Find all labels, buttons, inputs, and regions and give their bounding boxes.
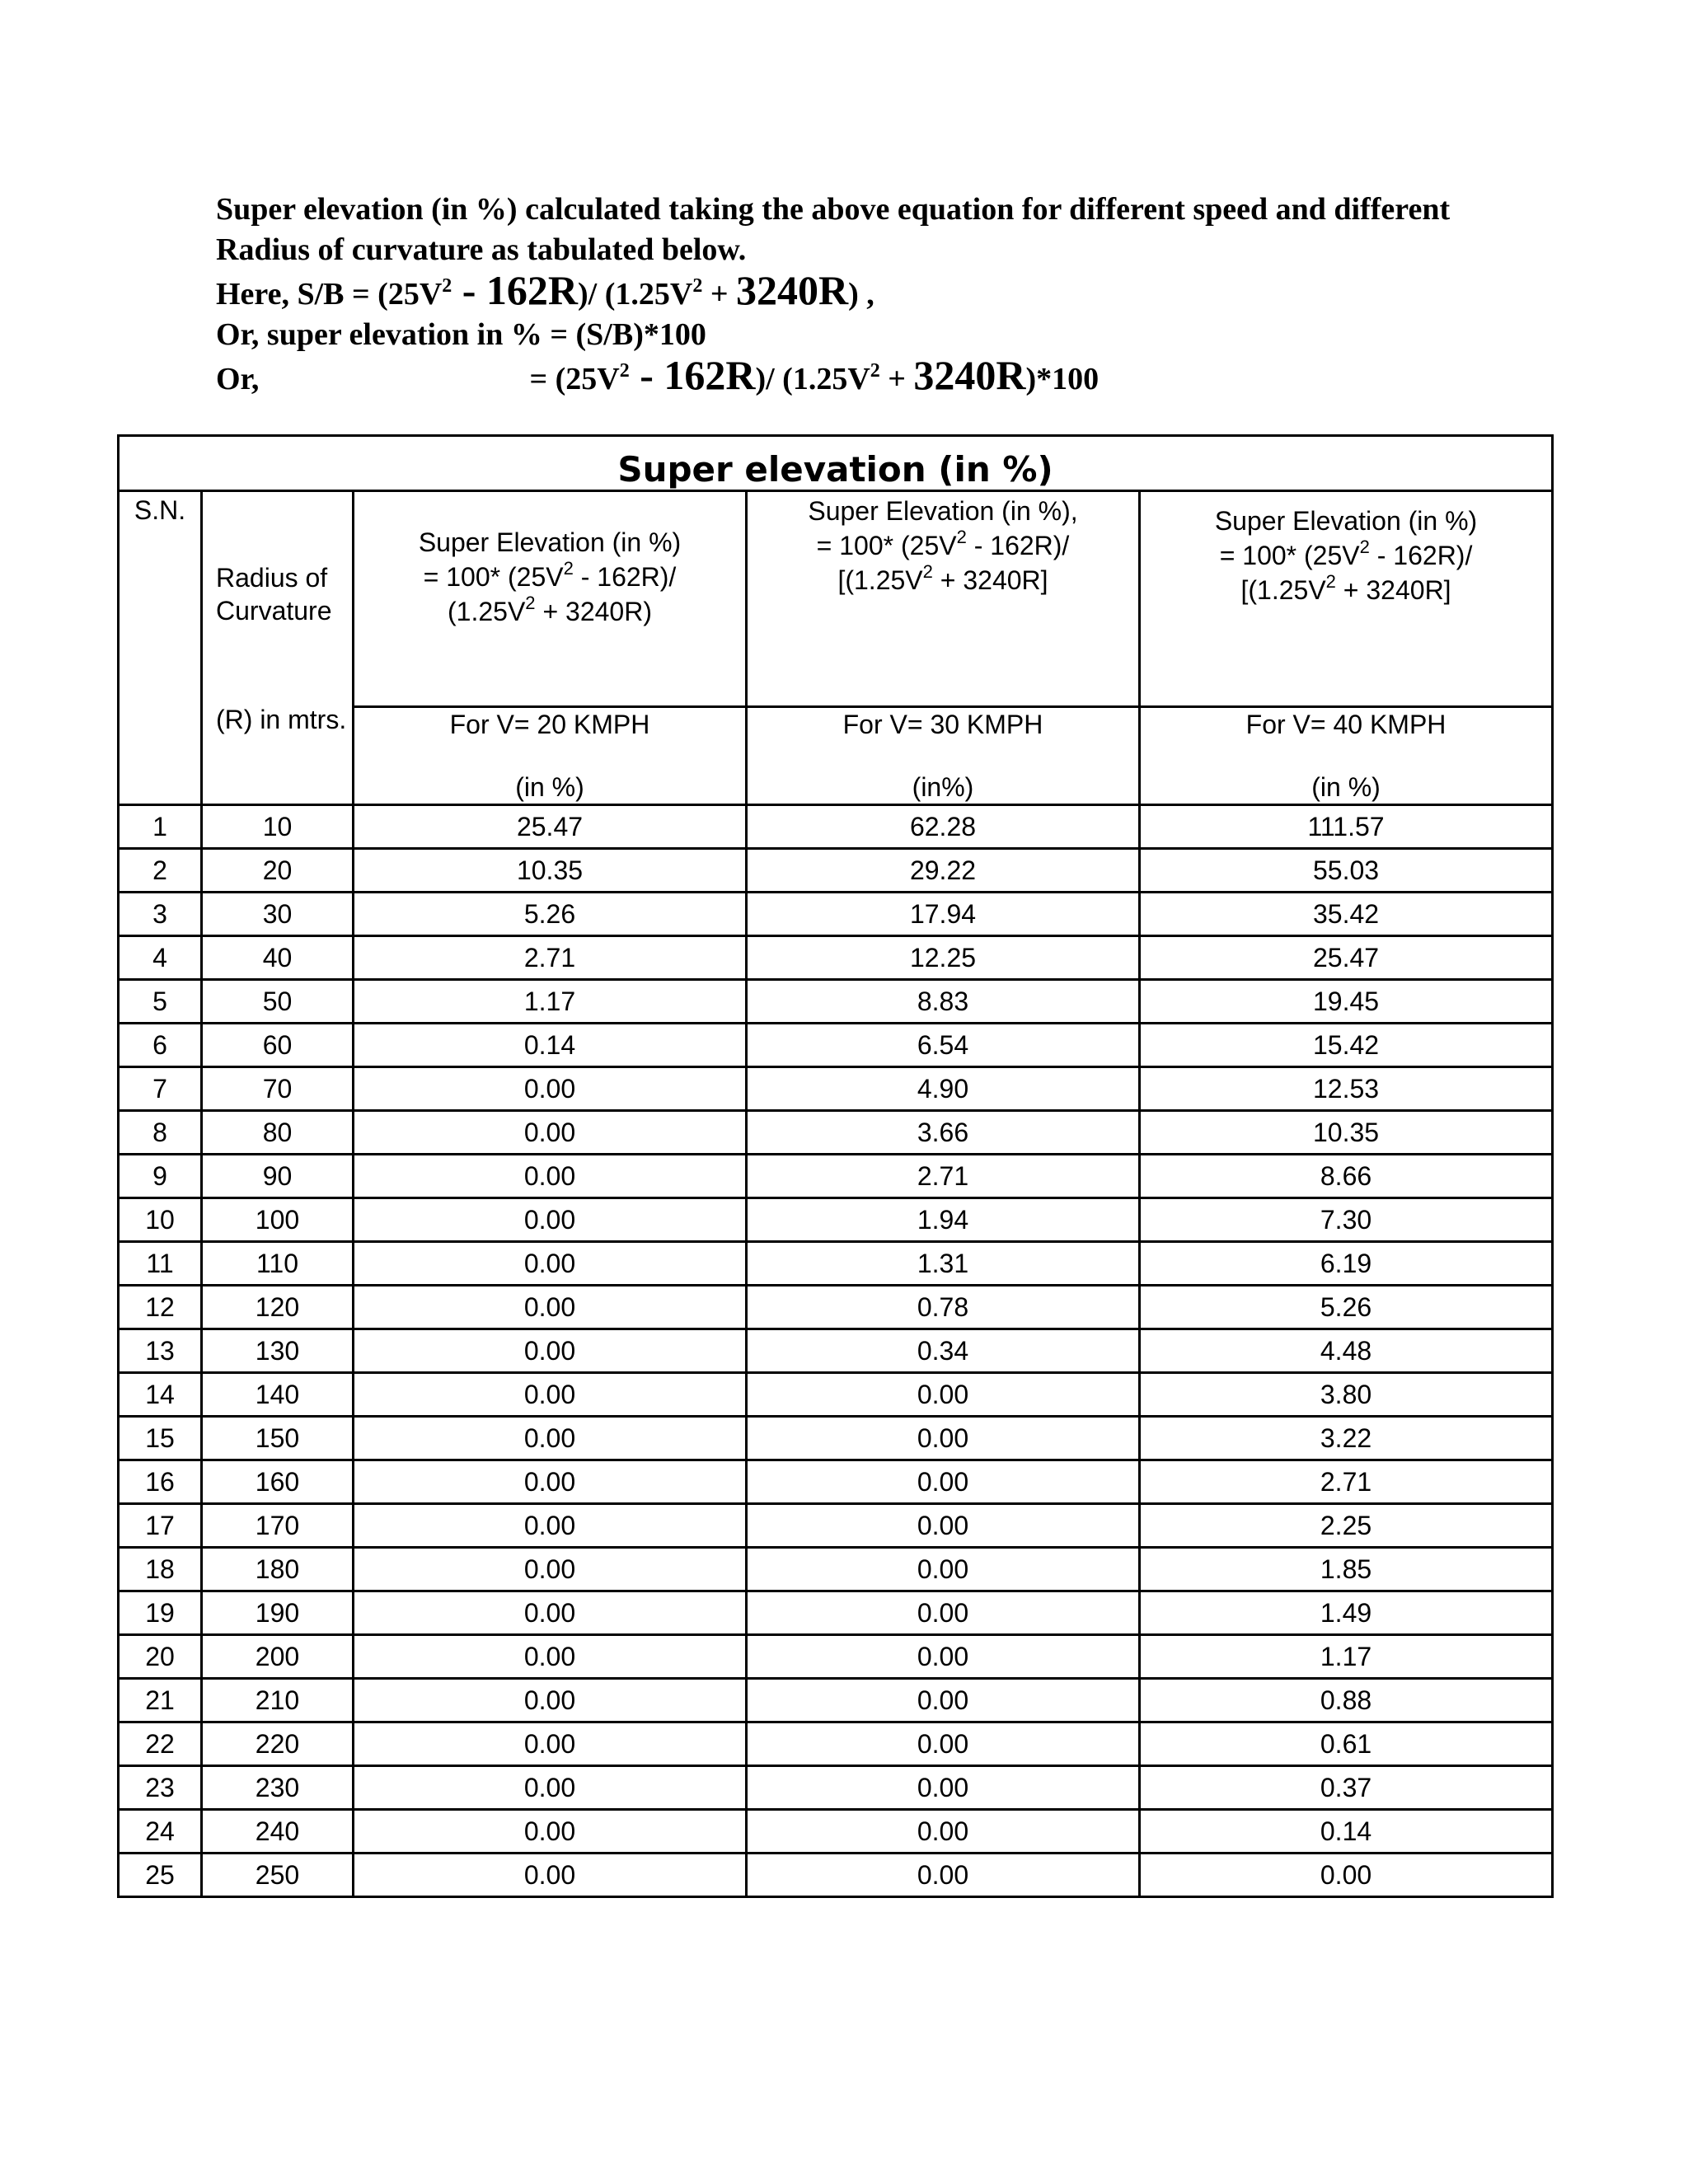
cell-v30: 0.78 (747, 1286, 1140, 1329)
formula-exponent: 2 (1325, 571, 1336, 592)
speed-label: For V= 30 KMPH (842, 710, 1043, 739)
formula-term: - 162R)/ (573, 562, 677, 592)
eq-exponent: 2 (619, 360, 630, 382)
radius-header-label: Radius of Curvature (216, 563, 332, 626)
cell-sn: 7 (119, 1067, 202, 1111)
eq-prefix: Or, (216, 362, 260, 396)
eq-exponent: 2 (870, 360, 880, 382)
intro-equation-percent (216, 352, 1568, 400)
cell-v30: 0.00 (747, 1504, 1140, 1548)
cell-v20: 0.00 (354, 1504, 747, 1548)
cell-radius: 100 (202, 1198, 354, 1242)
formula-term: = 100* (25V (1219, 541, 1360, 570)
table-row (119, 1460, 1553, 1504)
formula-term: - 162R)/ (1369, 541, 1473, 570)
cell-v20: 0.00 (354, 1635, 747, 1679)
formula-line: Super Elevation (in %) (1214, 506, 1478, 536)
speed-header-30 (747, 707, 1140, 805)
cell-v40: 0.00 (1140, 1854, 1553, 1897)
cell-v30: 0.00 (747, 1460, 1140, 1504)
cell-v40: 19.45 (1140, 980, 1553, 1024)
cell-radius: 190 (202, 1591, 354, 1635)
table-row (119, 1242, 1553, 1286)
cell-radius: 60 (202, 1024, 354, 1067)
intro-text (216, 190, 1568, 400)
formula-line (354, 594, 745, 629)
eq-term: )/ (1.25V (755, 362, 870, 396)
formula-header-20 (354, 491, 747, 707)
cell-v30: 0.34 (747, 1329, 1140, 1373)
sn-header: S.N. (119, 491, 202, 805)
cell-v20: 0.00 (354, 1198, 747, 1242)
formula-term: [(1.25V (837, 565, 923, 595)
formula-header-30 (747, 491, 1140, 707)
cell-v30: 0.00 (747, 1810, 1140, 1854)
table-row (119, 1548, 1553, 1591)
table-row (119, 1722, 1553, 1766)
table-row (119, 849, 1553, 893)
table-title: Super elevation (in %) (119, 436, 1553, 491)
table-row (119, 1198, 1553, 1242)
cell-sn: 18 (119, 1548, 202, 1591)
cell-radius: 40 (202, 936, 354, 980)
cell-v40: 3.80 (1140, 1373, 1553, 1417)
table-row (119, 1766, 1553, 1810)
table-row (119, 1854, 1553, 1897)
cell-v20: 10.35 (354, 849, 747, 893)
cell-v40: 2.25 (1140, 1504, 1553, 1548)
radius-header-unit: (R) in mtrs. (216, 705, 347, 734)
cell-v30: 3.66 (747, 1111, 1140, 1155)
formula-exponent: 2 (525, 593, 536, 613)
cell-sn: 3 (119, 893, 202, 936)
cell-radius: 240 (202, 1810, 354, 1854)
cell-v20: 0.00 (354, 1810, 747, 1854)
table-row (119, 936, 1553, 980)
formula-term: (1.25V (448, 597, 526, 626)
cell-radius: 230 (202, 1766, 354, 1810)
cell-radius: 160 (202, 1460, 354, 1504)
cell-radius: 50 (202, 980, 354, 1024)
cell-radius: 200 (202, 1635, 354, 1679)
cell-v40: 1.49 (1140, 1591, 1553, 1635)
cell-radius: 120 (202, 1286, 354, 1329)
cell-sn: 4 (119, 936, 202, 980)
speed-label: For V= 20 KMPH (449, 710, 650, 739)
cell-v30: 4.90 (747, 1067, 1140, 1111)
cell-radius: 110 (202, 1242, 354, 1286)
table-row (119, 1504, 1553, 1548)
eq-term: 3240R (913, 352, 1026, 398)
cell-radius: 70 (202, 1067, 354, 1111)
formula-line (748, 563, 1138, 598)
cell-sn: 5 (119, 980, 202, 1024)
cell-v40: 35.42 (1140, 893, 1553, 936)
cell-v30: 17.94 (747, 893, 1140, 936)
cell-radius: 30 (202, 893, 354, 936)
cell-radius: 170 (202, 1504, 354, 1548)
cell-v20: 0.00 (354, 1417, 747, 1460)
cell-v20: 0.14 (354, 1024, 747, 1067)
cell-v20: 0.00 (354, 1111, 747, 1155)
cell-v20: 0.00 (354, 1591, 747, 1635)
cell-radius: 20 (202, 849, 354, 893)
cell-sn: 1 (119, 805, 202, 849)
intro-line-4: Or, super elevation in % = (S/B)*100 (216, 317, 706, 352)
formula-line (1141, 538, 1551, 573)
cell-v40: 0.37 (1140, 1766, 1553, 1810)
cell-radius: 10 (202, 805, 354, 849)
formula-exponent: 2 (956, 527, 967, 547)
cell-radius: 210 (202, 1679, 354, 1722)
cell-sn: 13 (119, 1329, 202, 1373)
cell-v20: 0.00 (354, 1548, 747, 1591)
cell-v40: 0.61 (1140, 1722, 1553, 1766)
formula-header-40 (1140, 491, 1553, 707)
speed-header-20 (354, 707, 747, 805)
cell-sn: 23 (119, 1766, 202, 1810)
cell-sn: 9 (119, 1155, 202, 1198)
formula-term: + 3240R) (535, 597, 652, 626)
cell-v20: 0.00 (354, 1766, 747, 1810)
table-row (119, 980, 1553, 1024)
formula-exponent: 2 (922, 561, 933, 582)
cell-sn: 22 (119, 1722, 202, 1766)
table-body (119, 805, 1553, 1897)
cell-v30: 8.83 (747, 980, 1140, 1024)
cell-v40: 111.57 (1140, 805, 1553, 849)
cell-v40: 6.19 (1140, 1242, 1553, 1286)
table-row (119, 1024, 1553, 1067)
cell-v30: 62.28 (747, 805, 1140, 849)
table-row (119, 1635, 1553, 1679)
intro-equation-sb (216, 267, 1568, 315)
cell-radius: 250 (202, 1854, 354, 1897)
cell-v40: 2.71 (1140, 1460, 1553, 1504)
cell-sn: 14 (119, 1373, 202, 1417)
intro-line-1: Super elevation (in %) calculated taking the above equation for different speed and different (216, 192, 1451, 227)
formula-line (748, 528, 1138, 563)
cell-v30: 0.00 (747, 1766, 1140, 1810)
cell-radius: 140 (202, 1373, 354, 1417)
cell-v40: 1.85 (1140, 1548, 1553, 1591)
cell-v30: 0.00 (747, 1679, 1140, 1722)
cell-v40: 0.14 (1140, 1810, 1553, 1854)
speed-unit: (in%) (912, 772, 974, 802)
cell-v30: 12.25 (747, 936, 1140, 980)
cell-v40: 5.26 (1140, 1286, 1553, 1329)
cell-v30: 29.22 (747, 849, 1140, 893)
table-row (119, 1286, 1553, 1329)
radius-header (202, 491, 354, 805)
cell-v30: 0.00 (747, 1854, 1140, 1897)
table-row (119, 1155, 1553, 1198)
cell-v30: 1.94 (747, 1198, 1140, 1242)
speed-unit: (in %) (515, 772, 584, 802)
cell-v40: 12.53 (1140, 1067, 1553, 1111)
speed-label: For V= 40 KMPH (1245, 710, 1447, 739)
cell-sn: 19 (119, 1591, 202, 1635)
formula-term: - 162R)/ (966, 531, 1070, 560)
table-row (119, 805, 1553, 849)
formula-line (1141, 573, 1551, 607)
cell-v20: 5.26 (354, 893, 747, 936)
eq-term: + (879, 362, 914, 396)
cell-sn: 21 (119, 1679, 202, 1722)
speed-header-40 (1140, 707, 1553, 805)
eq-prefix: Here, S/B = (25V (216, 277, 443, 312)
cell-v20: 0.00 (354, 1722, 747, 1766)
cell-v30: 0.00 (747, 1417, 1140, 1460)
cell-sn: 20 (119, 1635, 202, 1679)
eq-term: - 162R (452, 267, 579, 313)
eq-term: - 162R (629, 352, 756, 398)
cell-radius: 220 (202, 1722, 354, 1766)
cell-v20: 0.00 (354, 1286, 747, 1329)
formula-term: [(1.25V (1240, 575, 1326, 605)
cell-v40: 55.03 (1140, 849, 1553, 893)
cell-v20: 0.00 (354, 1460, 747, 1504)
cell-v40: 4.48 (1140, 1329, 1553, 1373)
formula-line: Super Elevation (in %), (808, 496, 1078, 526)
super-elevation-table (117, 434, 1554, 1898)
cell-v20: 0.00 (354, 1067, 747, 1111)
eq-suffix: )*100 (1025, 362, 1100, 396)
cell-v20: 0.00 (354, 1242, 747, 1286)
cell-sn: 6 (119, 1024, 202, 1067)
cell-v30: 0.00 (747, 1635, 1140, 1679)
cell-v30: 0.00 (747, 1373, 1140, 1417)
formula-term: + 3240R] (932, 565, 1048, 595)
cell-v20: 0.00 (354, 1679, 747, 1722)
cell-sn: 11 (119, 1242, 202, 1286)
formula-term: + 3240R] (1335, 575, 1451, 605)
cell-radius: 150 (202, 1417, 354, 1460)
formula-term: = 100* (25V (816, 531, 957, 560)
eq-term: )/ (1.25V (578, 277, 693, 312)
cell-radius: 130 (202, 1329, 354, 1373)
table-row (119, 1373, 1553, 1417)
cell-v30: 2.71 (747, 1155, 1140, 1198)
cell-radius: 180 (202, 1548, 354, 1591)
cell-sn: 25 (119, 1854, 202, 1897)
cell-v20: 0.00 (354, 1329, 747, 1373)
cell-sn: 16 (119, 1460, 202, 1504)
formula-line: Super Elevation (in %) (418, 527, 682, 557)
table-row (119, 1111, 1553, 1155)
cell-v30: 0.00 (747, 1591, 1140, 1635)
cell-v40: 10.35 (1140, 1111, 1553, 1155)
table-row (119, 1679, 1553, 1722)
speed-unit: (in %) (1311, 772, 1381, 802)
table-row (119, 1067, 1553, 1111)
cell-sn: 24 (119, 1810, 202, 1854)
eq-term: 3240R (736, 267, 849, 313)
cell-sn: 17 (119, 1504, 202, 1548)
eq-term: + (702, 277, 736, 312)
cell-v40: 7.30 (1140, 1198, 1553, 1242)
cell-v20: 1.17 (354, 980, 747, 1024)
table-row (119, 1329, 1553, 1373)
eq-exponent: 2 (692, 275, 703, 297)
cell-v20: 25.47 (354, 805, 747, 849)
cell-v20: 2.71 (354, 936, 747, 980)
table-row (119, 893, 1553, 936)
formula-exponent: 2 (563, 558, 574, 579)
cell-sn: 10 (119, 1198, 202, 1242)
cell-sn: 2 (119, 849, 202, 893)
table-row (119, 1591, 1553, 1635)
cell-v30: 0.00 (747, 1722, 1140, 1766)
cell-v40: 3.22 (1140, 1417, 1553, 1460)
cell-v20: 0.00 (354, 1854, 747, 1897)
cell-v40: 0.88 (1140, 1679, 1553, 1722)
cell-radius: 90 (202, 1155, 354, 1198)
intro-line-2: Radius of curvature as tabulated below. (216, 232, 747, 267)
cell-v40: 1.17 (1140, 1635, 1553, 1679)
cell-v40: 25.47 (1140, 936, 1553, 980)
formula-exponent: 2 (1359, 537, 1370, 557)
table-row (119, 1417, 1553, 1460)
formula-term: = 100* (25V (423, 562, 564, 592)
cell-sn: 8 (119, 1111, 202, 1155)
cell-v40: 15.42 (1140, 1024, 1553, 1067)
formula-line (354, 560, 745, 594)
cell-sn: 12 (119, 1286, 202, 1329)
cell-sn: 15 (119, 1417, 202, 1460)
eq-suffix: ) , (848, 277, 874, 312)
eq-exponent: 2 (442, 275, 452, 297)
cell-v30: 0.00 (747, 1548, 1140, 1591)
cell-v20: 0.00 (354, 1155, 747, 1198)
cell-v30: 6.54 (747, 1024, 1140, 1067)
table-row (119, 1810, 1553, 1854)
cell-v40: 8.66 (1140, 1155, 1553, 1198)
cell-radius: 80 (202, 1111, 354, 1155)
cell-v20: 0.00 (354, 1373, 747, 1417)
eq-term: = (25V (529, 362, 620, 396)
cell-v30: 1.31 (747, 1242, 1140, 1286)
